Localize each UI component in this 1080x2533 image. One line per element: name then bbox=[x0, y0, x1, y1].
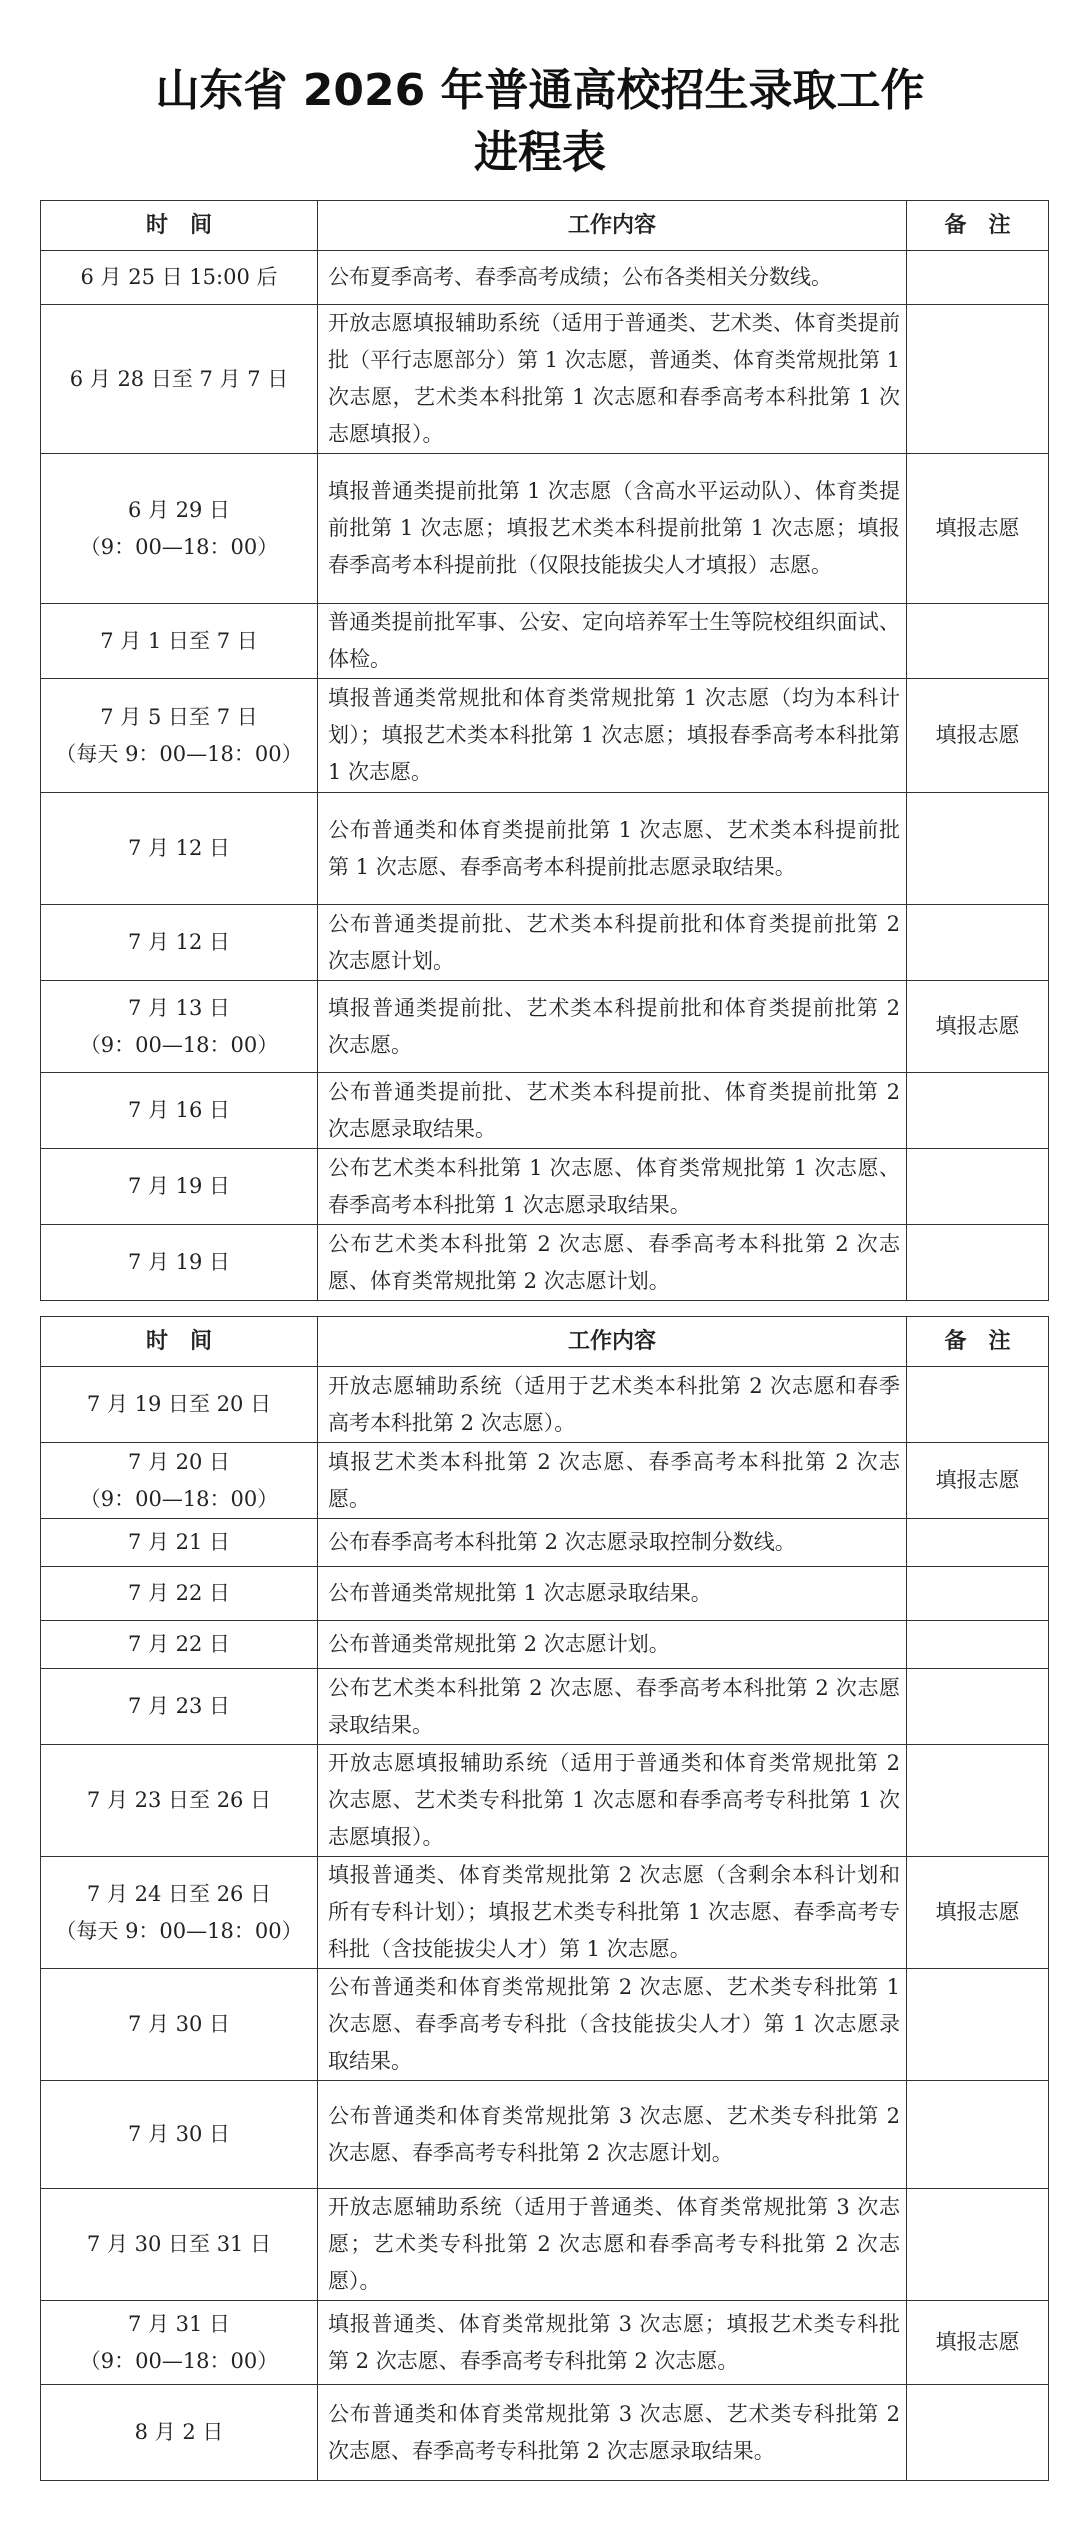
cell-content: 填报普通类提前批第 1 次志愿（含高水平运动队）、体育类提前批第 1 次志愿；填报艺术类本科提前批第 1 次志愿；填报春季高考本科提前批（仅限技能拔尖人才填报）志愿。 bbox=[318, 454, 907, 604]
table-row bbox=[41, 1149, 1049, 1225]
table-row bbox=[41, 2081, 1049, 2189]
header-content: 工作内容 bbox=[318, 201, 907, 251]
table-row bbox=[41, 1621, 1049, 1669]
cell-time: 7 月 22 日 bbox=[41, 1621, 318, 1669]
table-header-row bbox=[41, 1317, 1049, 1367]
title-line-1: 山东省 2026 年普通高校招生录取工作 bbox=[155, 65, 925, 116]
cell-note bbox=[907, 1567, 1049, 1621]
cell-content: 公布普通类常规批第 2 次志愿计划。 bbox=[318, 1621, 907, 1669]
cell-content: 填报普通类提前批、艺术类本科提前批和体育类提前批第 2 次志愿。 bbox=[318, 981, 907, 1073]
cell-note bbox=[907, 1669, 1049, 1745]
table-row bbox=[41, 2189, 1049, 2301]
cell-note: 填报志愿 bbox=[907, 454, 1049, 604]
cell-content: 填报普通类常规批和体育类常规批第 1 次志愿（均为本科计划）；填报艺术类本科批第 1 次志愿；填报春季高考本科批第 1 次志愿。 bbox=[318, 679, 907, 793]
cell-content: 公布普通类常规批第 1 次志愿录取结果。 bbox=[318, 1567, 907, 1621]
cell-note bbox=[907, 1969, 1049, 2081]
cell-time: 7 月 23 日至 26 日 bbox=[41, 1745, 318, 1857]
table-row bbox=[41, 1443, 1049, 1519]
cell-note: 填报志愿 bbox=[907, 2301, 1049, 2385]
table-row bbox=[41, 1519, 1049, 1567]
table-row bbox=[41, 1857, 1049, 1969]
cell-content: 开放志愿填报辅助系统（适用于普通类和体育类常规批第 2 次志愿、艺术类专科批第 1 次志愿和春季高考专科批第 1 次志愿填报）。 bbox=[318, 1745, 907, 1857]
table-row bbox=[41, 1745, 1049, 1857]
cell-content: 公布艺术类本科批第 2 次志愿、春季高考本科批第 2 次志愿录取结果。 bbox=[318, 1669, 907, 1745]
cell-time: 7 月 16 日 bbox=[41, 1073, 318, 1149]
cell-content: 公布艺术类本科批第 2 次志愿、春季高考本科批第 2 次志愿、体育类常规批第 2 次志愿计划。 bbox=[318, 1225, 907, 1301]
cell-note bbox=[907, 1073, 1049, 1149]
table-row bbox=[41, 793, 1049, 905]
table-row bbox=[41, 454, 1049, 604]
cell-note bbox=[907, 251, 1049, 305]
table-header-row bbox=[41, 201, 1049, 251]
table-row bbox=[41, 604, 1049, 679]
cell-note: 填报志愿 bbox=[907, 981, 1049, 1073]
table-row bbox=[41, 251, 1049, 305]
schedule-table-part-1 bbox=[40, 200, 1049, 1301]
cell-content: 公布春季高考本科批第 2 次志愿录取控制分数线。 bbox=[318, 1519, 907, 1567]
cell-content: 公布普通类提前批、艺术类本科提前批和体育类提前批第 2 次志愿计划。 bbox=[318, 905, 907, 981]
cell-content: 填报普通类、体育类常规批第 3 次志愿；填报艺术类专科批第 2 次志愿、春季高考专科批第 2 次志愿。 bbox=[318, 2301, 907, 2385]
header-time: 时 间 bbox=[41, 1317, 318, 1367]
cell-time: 7 月 31 日 （9：00—18：00） bbox=[41, 2301, 318, 2385]
cell-note bbox=[907, 1621, 1049, 1669]
cell-note bbox=[907, 1225, 1049, 1301]
table-row bbox=[41, 1073, 1049, 1149]
cell-time: 7 月 20 日 （9：00—18：00） bbox=[41, 1443, 318, 1519]
cell-time: 8 月 2 日 bbox=[41, 2385, 318, 2481]
table-row bbox=[41, 905, 1049, 981]
cell-time: 6 月 25 日 15:00 后 bbox=[41, 251, 318, 305]
table-row bbox=[41, 2385, 1049, 2481]
cell-time: 7 月 12 日 bbox=[41, 905, 318, 981]
table-row bbox=[41, 679, 1049, 793]
cell-note: 填报志愿 bbox=[907, 679, 1049, 793]
cell-note bbox=[907, 793, 1049, 905]
cell-content: 填报普通类、体育类常规批第 2 次志愿（含剩余本科计划和所有专科计划）；填报艺术类专科批第 1 次志愿、春季高考专科批（含技能拔尖人才）第 1 次志愿。 bbox=[318, 1857, 907, 1969]
cell-content: 开放志愿辅助系统（适用于艺术类本科批第 2 次志愿和春季高考本科批第 2 次志愿）。 bbox=[318, 1367, 907, 1443]
table-row bbox=[41, 1367, 1049, 1443]
cell-content: 公布普通类和体育类常规批第 2 次志愿、艺术类专科批第 1 次志愿、春季高考专科批（含技能拔尖人才）第 1 次志愿录取结果。 bbox=[318, 1969, 907, 2081]
cell-content: 公布艺术类本科批第 1 次志愿、体育类常规批第 1 次志愿、春季高考本科批第 1 次志愿录取结果。 bbox=[318, 1149, 907, 1225]
cell-content: 公布普通类提前批、艺术类本科提前批、体育类提前批第 2 次志愿录取结果。 bbox=[318, 1073, 907, 1149]
cell-note: 填报志愿 bbox=[907, 1443, 1049, 1519]
table-row bbox=[41, 981, 1049, 1073]
table-row bbox=[41, 1969, 1049, 2081]
cell-time: 7 月 30 日至 31 日 bbox=[41, 2189, 318, 2301]
cell-time: 7 月 22 日 bbox=[41, 1567, 318, 1621]
table-row bbox=[41, 1225, 1049, 1301]
cell-note bbox=[907, 2081, 1049, 2189]
cell-time: 7 月 5 日至 7 日 （每天 9：00—18：00） bbox=[41, 679, 318, 793]
cell-time: 7 月 30 日 bbox=[41, 1969, 318, 2081]
cell-content: 公布夏季高考、春季高考成绩；公布各类相关分数线。 bbox=[318, 251, 907, 305]
header-content: 工作内容 bbox=[318, 1317, 907, 1367]
cell-note bbox=[907, 1745, 1049, 1857]
cell-content: 普通类提前批军事、公安、定向培养军士生等院校组织面试、体检。 bbox=[318, 604, 907, 679]
cell-note bbox=[907, 604, 1049, 679]
cell-time: 7 月 23 日 bbox=[41, 1669, 318, 1745]
cell-time: 7 月 19 日 bbox=[41, 1225, 318, 1301]
cell-time: 7 月 13 日 （9：00—18：00） bbox=[41, 981, 318, 1073]
cell-time: 7 月 21 日 bbox=[41, 1519, 318, 1567]
title-line-2: 进程表 bbox=[474, 127, 606, 178]
header-time: 时 间 bbox=[41, 201, 318, 251]
cell-note bbox=[907, 1149, 1049, 1225]
cell-note bbox=[907, 2385, 1049, 2481]
schedule-table-part-2 bbox=[40, 1316, 1049, 2481]
cell-time: 7 月 30 日 bbox=[41, 2081, 318, 2189]
header-note: 备 注 bbox=[907, 1317, 1049, 1367]
cell-time: 7 月 12 日 bbox=[41, 793, 318, 905]
cell-time: 7 月 24 日至 26 日 （每天 9：00—18：00） bbox=[41, 1857, 318, 1969]
cell-content: 公布普通类和体育类提前批第 1 次志愿、艺术类本科提前批第 1 次志愿、春季高考本科提前批志愿录取结果。 bbox=[318, 793, 907, 905]
cell-content: 开放志愿辅助系统（适用于普通类、体育类常规批第 3 次志愿；艺术类专科批第 2 次志愿和春季高考专科批第 2 次志愿）。 bbox=[318, 2189, 907, 2301]
cell-note bbox=[907, 1367, 1049, 1443]
table-row bbox=[41, 305, 1049, 454]
cell-time: 7 月 1 日至 7 日 bbox=[41, 604, 318, 679]
cell-content: 开放志愿填报辅助系统（适用于普通类、艺术类、体育类提前批（平行志愿部分）第 1 次志愿，普通类、体育类常规批第 1 次志愿，艺术类本科批第 1 次志愿和春季高考本科批第 1 次志愿填报）。 bbox=[318, 305, 907, 454]
cell-content: 公布普通类和体育类常规批第 3 次志愿、艺术类专科批第 2 次志愿、春季高考专科批第 2 次志愿录取结果。 bbox=[318, 2385, 907, 2481]
cell-time: 6 月 28 日至 7 月 7 日 bbox=[41, 305, 318, 454]
cell-content: 填报艺术类本科批第 2 次志愿、春季高考本科批第 2 次志愿。 bbox=[318, 1443, 907, 1519]
cell-note bbox=[907, 1519, 1049, 1567]
table-row bbox=[41, 2301, 1049, 2385]
table-row bbox=[41, 1567, 1049, 1621]
cell-note bbox=[907, 2189, 1049, 2301]
cell-time: 7 月 19 日至 20 日 bbox=[41, 1367, 318, 1443]
cell-time: 6 月 29 日 （9：00—18：00） bbox=[41, 454, 318, 604]
header-note: 备 注 bbox=[907, 201, 1049, 251]
document-title bbox=[0, 60, 1080, 184]
cell-time: 7 月 19 日 bbox=[41, 1149, 318, 1225]
cell-note bbox=[907, 305, 1049, 454]
cell-content: 公布普通类和体育类常规批第 3 次志愿、艺术类专科批第 2 次志愿、春季高考专科批第 2 次志愿计划。 bbox=[318, 2081, 907, 2189]
cell-note bbox=[907, 905, 1049, 981]
cell-note: 填报志愿 bbox=[907, 1857, 1049, 1969]
table-row bbox=[41, 1669, 1049, 1745]
